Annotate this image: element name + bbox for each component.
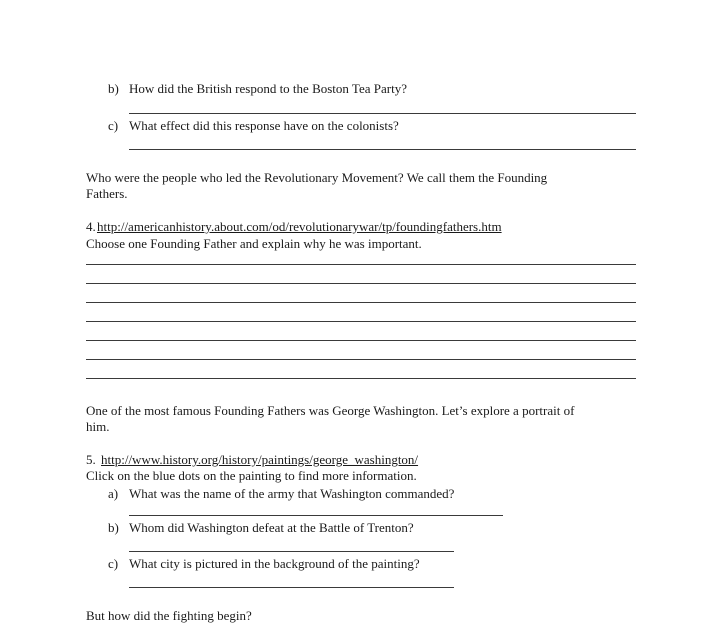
question-5b-text: Whom did Washington defeat at the Battle of Trenton? [129, 520, 414, 535]
item-5-number: 5. [86, 452, 96, 467]
founding-fathers-link[interactable]: http://americanhistory.about.com/od/revolutionarywar/tp/foundingfathers.htm [97, 219, 502, 234]
item-4-number: 4. [86, 219, 96, 234]
question-b-text: How did the British respond to the Boston Tea Party? [129, 81, 407, 96]
question-5a-marker: a) [108, 486, 119, 501]
answer-line-5b[interactable] [129, 551, 454, 552]
question-c-marker: c) [108, 118, 119, 133]
question-5b-marker: b) [108, 520, 119, 535]
blue-dots-instruction: Click on the blue dots on the painting to find more information. [86, 468, 417, 483]
washington-intro-line1: One of the most famous Founding Fathers was George Washington. Let’s explore a portrait of [86, 403, 575, 418]
closing-question: But how did the fighting begin? [86, 608, 252, 623]
question-5c-text: What city is pictured in the background of the painting? [129, 556, 420, 571]
essay-line-2[interactable] [86, 283, 636, 284]
essay-line-6[interactable] [86, 359, 636, 360]
essay-line-1[interactable] [86, 264, 636, 265]
essay-line-7[interactable] [86, 378, 636, 379]
answer-line-c[interactable] [129, 149, 636, 150]
washington-intro-line2: him. [86, 419, 110, 434]
choose-founding-father-prompt: Choose one Founding Father and explain why he was important. [86, 236, 422, 251]
founding-fathers-intro-line2: Fathers. [86, 186, 128, 201]
question-5c-marker: c) [108, 556, 119, 571]
washington-painting-link[interactable]: http://www.history.org/history/paintings/george_washington/ [101, 452, 419, 467]
answer-line-5a[interactable] [129, 515, 503, 516]
question-b-marker: b) [108, 81, 119, 96]
question-5a-text: What was the name of the army that Washington commanded? [129, 486, 455, 501]
essay-line-3[interactable] [86, 302, 636, 303]
question-c-text: What effect did this response have on the colonists? [129, 118, 399, 133]
answer-line-b[interactable] [129, 113, 636, 114]
founding-fathers-intro-line1: Who were the people who led the Revolutionary Movement? We call them the Founding [86, 170, 548, 185]
answer-line-5c[interactable] [129, 587, 454, 588]
essay-line-4[interactable] [86, 321, 636, 322]
essay-line-5[interactable] [86, 340, 636, 341]
